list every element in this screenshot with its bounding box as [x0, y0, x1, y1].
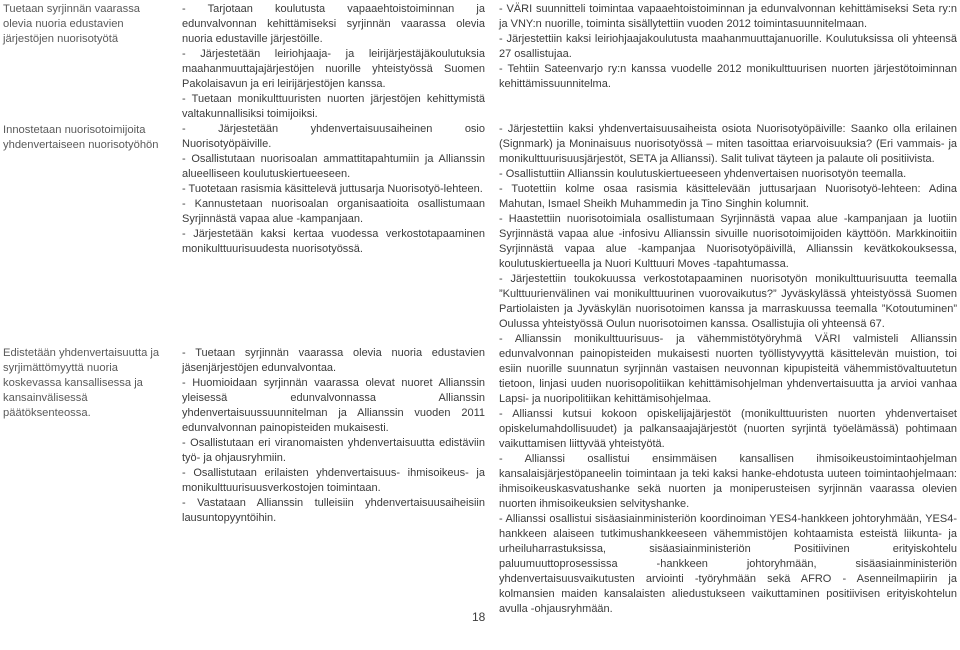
measure-item: - Tuetaan monikulttuuristen nuorten järjestöjen kehittymistä valtakunnallisiksi toimijoiksi.	[182, 93, 485, 120]
measure-item: - Osallistutaan eri viranomaisten yhdenvertaisuutta edistäviin työ- ja ohjausryhmiin.	[182, 437, 485, 464]
measure-item: - Vastataan Allianssin tulleisiin yhdenvertaisuusaiheisiin lausuntopyyntöihin.	[182, 497, 485, 524]
measure-item: - Tuetaan syrjinnän vaarassa olevia nuoria edustavien jäsenjärjestöjen edunvalvontaa.	[182, 347, 485, 374]
measure-item: - Tarjotaan koulutusta vapaaehtoistoiminnan ja edunvalvonnan kehittämiseksi syrjinnän vaarassa olevia nuoria edustaville järjestöille.	[182, 3, 485, 45]
page-number: 18	[472, 610, 486, 624]
measure-item: - Järjestetään leiriohjaaja- ja leirijärjestäjäkoulutuksia maahanmuuttajajärjestöjen nuorille yhteistyössä Suomen Pakolaisavun ja eri leirijärjestöjen kanssa.	[182, 48, 485, 90]
result-item: - Haastettiin nuorisotoimiala osallistumaan Syrjinnästä vapaa alue -kampanjaan ja luotiin Syrjinnästä vapaa alue -infosivu Allianssin sivuille nuorisotoimijoiden käyttöön. Markkinoitiin Syrjinnästä vapaa alue -kampanjaa Nuorisotyöpäivillä, Allianssin kevätkokouksessa, koulutuskiertueella ja Nuori Kulttuuri Moves -tapahtumassa.	[499, 213, 957, 270]
results-group-2	[499, 122, 957, 617]
result-item: - Järjestettiin kaksi yhdenvertaisuusaiheista osiota Nuorisotyöpäiville: Saanko olla erilainen (Signmark) ja Moninaisuus nuorisotyössä – miten tasoittaa eriarvoisuuksia? (Eri vammais- ja monikulttuurisuusjärjestöt, SETA ja Allianssi). Salit tulivat täyteen ja palaute oli positiivista.	[499, 123, 957, 165]
goal-text-1: Tuetaan syrjinnän vaarassa olevia nuoria edustavien järjestöjen nuorisotyötä	[3, 3, 141, 45]
result-item: - Allianssin monikulttuurisuus- ja vähemmistötyöryhmä VÄRI valmisteli Allianssin edunvalvonnan painopisteiden mukaisesti nuorten työllistyvyyttä käsittelevän muistion, toi esiin nuorille suunnatun syrjinnän vastaisen neuvonnan kipupisteitä vähemmistövaltuutetun tietoon, linjasi uuden nuorisopolitiikan kehittämisohjelman yhdenvertaisuutta ja arvioi vanhaa Lapsi- ja nuoripolitiikan kehittämisohjelmaa.	[499, 333, 957, 405]
result-item: - Allianssi kutsui kokoon opiskelijajärjestöt (monikulttuuristen nuorten yhdenvertaiset opiskelumahdollisuudet) ja palkansaajajärjestöt (nuorten syrjintä työelämässä) pohtimaan vaikuttamisen liittyvää yhteistyötä.	[499, 408, 957, 450]
result-item: - Tehtiin Sateenvarjo ry:n kanssa vuodelle 2012 monikulttuurisen nuorten järjestötoiminnan kehittämissuunnitelma.	[499, 63, 957, 90]
result-item: - Järjestettiin toukokuussa verkostotapaaminen nuorisotyön monikulttuurisuutta teemalla ”Kulttuurienvälinen vai monikulttuurinen vuorovaikutus?” Jyväskylässä yhteistyössä Suomen Partiolaisten ja Jyväskylän nuorisotoimen kanssa ja marraskuussa teemalla ”Kotoutuminen” Oulussa yhteistyössä Oulun nuorisotoimen kanssa. Osallistujia oli yhteensä 67.	[499, 273, 957, 330]
results-group-1	[499, 2, 957, 92]
measure-item: - Tuotetaan rasismia käsittelevä juttusarja Nuorisotyö-lehteen.	[182, 183, 483, 195]
result-item: - Osallistuttiin Allianssin koulutuskiertueeseen yhdenvertaisen nuorisotyön teemalla.	[499, 168, 907, 180]
measure-item: - Järjestetään yhdenvertaisuusaiheinen osio Nuorisotyöpäiville.	[182, 123, 485, 150]
measure-item: - Huomioidaan syrjinnän vaarassa olevat nuoret Allianssin yleisessä edunvalvonnassa Allianssin yhdenvertaisuussuunnitelman ja Allianssin vuoden 2011 edunvalvonnan painopisteiden mukaisesti.	[182, 377, 485, 434]
result-item: - Allianssi osallistui sisäasiainministeriön koordinoiman YES4-hankkeen johtoryhmään, YES4-hankkeen alaiseen tutkimushankkeeseen vähemmistöjen kohtaamista esteistä liikunta- ja urheiluharrastuksissa, sisäasiainministeriön Positiivinen erityiskohtelu paluumuuttoprosessissa -hankkeen johtoryhmään, sisäasiainministeriön yhdenvertaisuusvaikutusten arviointi -työryhmään sekä AFRO - Asenneilmapiirin ja kolmansien maiden kansalaisten aliedustukseen vaikuttaminen positiivisen erityiskohtelun avulla -ohjausryhmään.	[499, 513, 957, 615]
result-item: - VÄRI suunnitteli toimintaa vapaaehtoistoiminnan ja edunvalvonnan kehittämiseksi Seta ry:n ja VNY:n nuorille, toiminta sisällytettiin vuoden 2012 toimintasuunnitelmaan.	[499, 3, 957, 30]
result-item: - Allianssi osallistui ensimmäisen kansallisen ihmisoikeustoimintaohjelman kansalaisjärjestöpaneelin toimintaan ja teki kaksi hanke-ehdotusta uuteen toimintaohjelmaan: ihmisoikeuskasvatushanke sekä nuorten ja moniperusteisen syrjinnän vaarassa olevien nuorten ihmisoikeuksien selvityshanke.	[499, 453, 957, 510]
result-item: - Tuotettiin kolme osaa rasismia käsittelevään juttusarjaan Nuorisotyö-lehteen: Adina Mahutan, Ismael Sheikh Muhammedin ja Tino Singhin kolumnit.	[499, 183, 957, 210]
result-item: - Järjestettiin kaksi leiriohjaajakoulutusta maahanmuuttajanuorille. Koulutuksissa oli yhteensä 27 osallistujaa.	[499, 33, 957, 60]
goal-text-3: Edistetään yhdenvertaisuutta ja syrjimättömyyttä nuoria koskevassa kansallisessa ja kansainvälisessä päätöksenteossa.	[3, 347, 160, 419]
measure-item: - Osallistutaan erilaisten yhdenvertaisuus- ihmisoikeus- ja monikulttuurisuusverkostojen toimintaan.	[182, 467, 485, 494]
measures-group-3	[182, 346, 485, 526]
goal-text-2: Innostetaan nuorisotoimijoita yhdenvertaiseen nuorisotyöhön	[3, 124, 159, 151]
measure-item: - Osallistutaan nuorisoalan ammattitapahtumiin ja Allianssin alueelliseen koulutuskiertueeseen.	[182, 153, 485, 180]
measures-group-1	[182, 2, 485, 257]
measure-item: - Kannustetaan nuorisoalan organisaatioita osallistumaan Syrjinnästä vapaa alue -kampanjaan.	[182, 198, 485, 225]
measure-item: - Järjestetään kaksi kertaa vuodessa verkostotapaaminen monikulttuurisuudesta nuorisotyössä.	[182, 228, 485, 255]
